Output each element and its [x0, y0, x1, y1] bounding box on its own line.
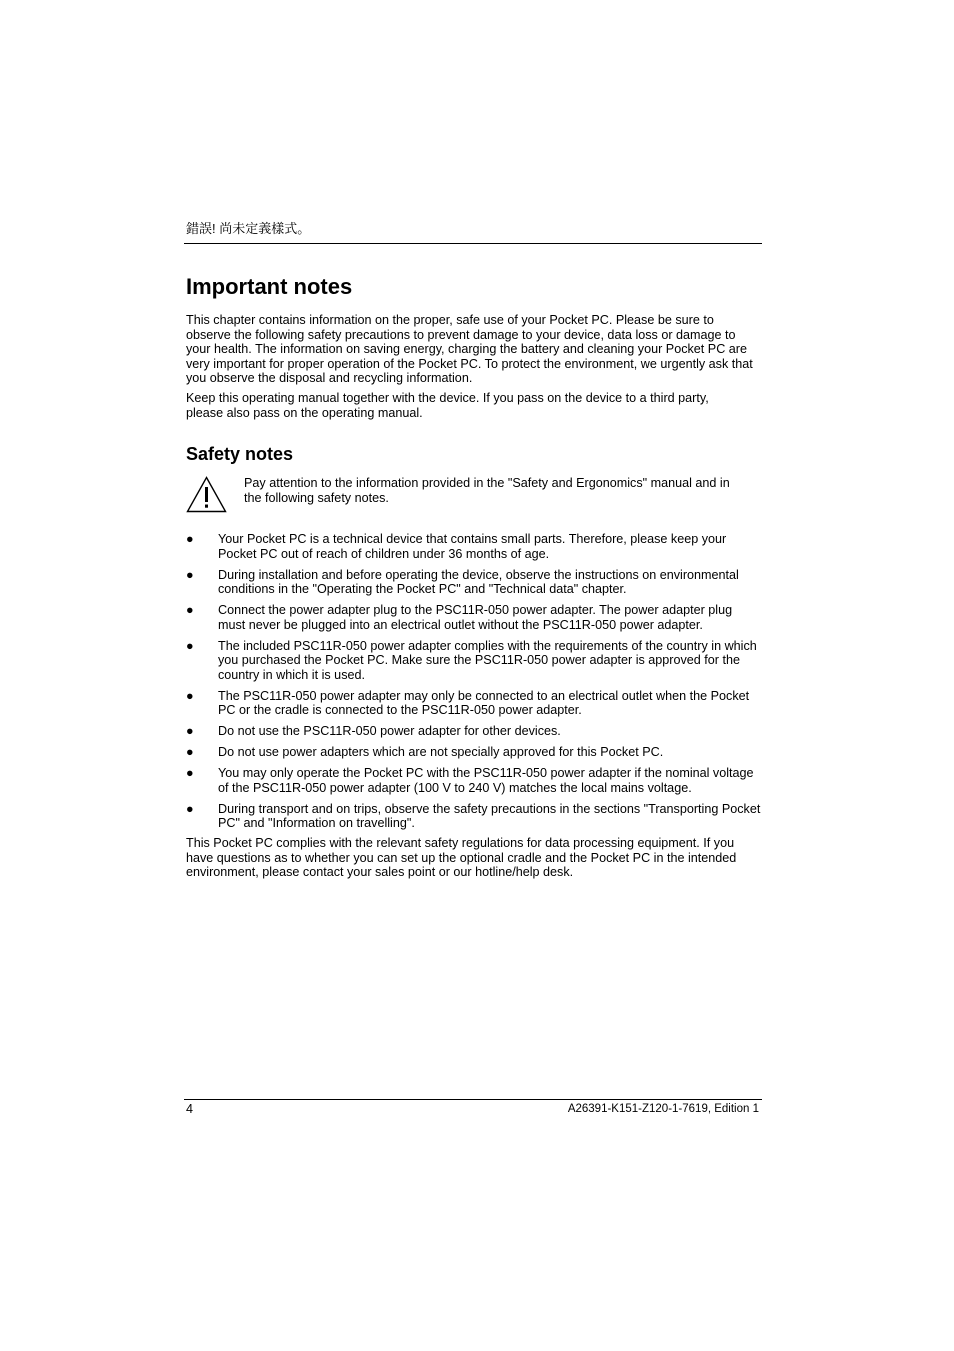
bullet-marker: ●	[186, 603, 194, 617]
bullet-marker: ●	[186, 801, 194, 816]
header-divider	[184, 243, 762, 244]
list-item	[186, 532, 762, 561]
bullet-marker: ●	[186, 745, 194, 759]
bullet-marker: ●	[186, 766, 194, 780]
page-title: Important notes	[186, 274, 353, 299]
footer-divider	[184, 1099, 762, 1100]
list-item	[186, 568, 762, 597]
running-header: 錯誤! 尚未定義樣式。	[186, 221, 311, 236]
bullet-marker: ●	[186, 567, 194, 582]
intro-paragraph: Keep this operating manual together with the device. If you pass on the device to a third party, please also pass on the operating manual.	[186, 391, 709, 420]
list-item-text: During transport and on trips, observe the safety precautions in the sections "Transporting Pocket PC" and "Information on travelling".	[218, 801, 761, 830]
section-heading-safety-notes: Safety notes	[186, 444, 294, 464]
document-id: A26391-K151-Z120-1-7619, Edition 1	[567, 1103, 759, 1115]
list-item-text: The included PSC11R-050 power adapter complies with the requirements of the country in which you purchased the Pocket PC. Make sure the PSC11R-050 power adapter is approved for the country in which it is used.	[218, 638, 757, 682]
list-item	[186, 639, 762, 683]
intro-paragraph: This chapter contains information on the proper, safe use of your Pocket PC. Please be sure to observe the following safety precautions to prevent damage to your device, data loss or damage to your health. The information on saving energy, charging the battery and cleaning your Pocket PC are very important for proper operation of the Pocket PC. To protect the environment, we urgently ask that you observe the disposal and recycling information.	[186, 313, 753, 385]
bullet-marker: ●	[186, 688, 194, 703]
warning-text: Pay attention to the information provided in the "Safety and Ergonomics" manual and in the following safety notes.	[244, 476, 730, 505]
list-item-text: Do not use the PSC11R-050 power adapter for other devices.	[218, 724, 561, 738]
page-number: 4	[186, 1102, 194, 1116]
list-item-text: You may only operate the Pocket PC with the PSC11R-050 power adapter if the nominal voltage of the PSC11R-050 power adapter (100 V to 240 V) matches the local mains voltage.	[218, 766, 754, 795]
list-item	[186, 766, 762, 795]
warning-triangle-icon	[186, 476, 227, 513]
list-item-text: Do not use power adapters which are not specially approved for this Pocket PC.	[218, 745, 664, 759]
list-item	[186, 745, 762, 760]
list-item-text: Your Pocket PC is a technical device that contains small parts. Therefore, please keep your Pocket PC out of reach of children under 36 months of age.	[218, 532, 727, 561]
list-item	[186, 802, 762, 831]
list-item-text: The PSC11R-050 power adapter may only be connected to an electrical outlet when the Pocket PC or the cradle is connected to the PSC11R-050 power adapter.	[218, 688, 750, 717]
list-item-text: During installation and before operating the device, observe the instructions on environmental conditions in the "Operating the Pocket PC" and "Technical data" chapter.	[218, 567, 739, 596]
bullet-marker: ●	[186, 638, 194, 653]
list-item	[186, 689, 762, 718]
bullet-marker: ●	[186, 724, 194, 738]
closing-paragraph: This Pocket PC complies with the relevant safety regulations for data processing equipment. If you have questions as to whether you can set up the optional cradle and the Pocket PC in the intended environment, please contact your sales point or our hotline/help desk.	[186, 836, 737, 879]
safety-bullet-list	[186, 532, 762, 837]
list-item-text: Connect the power adapter plug to the PSC11R-050 power adapter. The power adapter plug must never be plugged into an electrical outlet without the PSC11R-050 power adapter.	[218, 603, 733, 632]
list-item	[186, 724, 762, 739]
list-item	[186, 603, 762, 632]
bullet-marker: ●	[186, 532, 194, 546]
